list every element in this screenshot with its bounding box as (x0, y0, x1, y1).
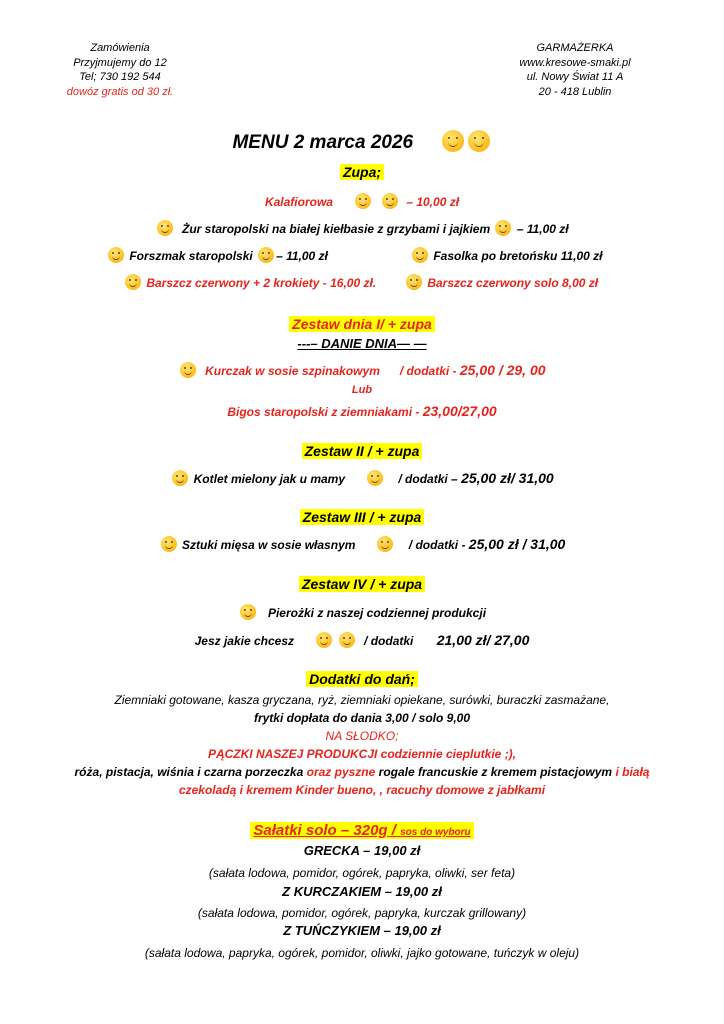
salad-tuna-desc-text: (sałata lodowa, papryka, ogórek, pomidor, oliwki, jajko gotowane, tuńczyk w oleju) (144, 946, 580, 960)
soup-forszmak-price: – 11,00 zł (276, 249, 328, 263)
wink-emoji-icon (377, 536, 393, 552)
salad-tuna (0, 923, 724, 938)
address-street: ul. Nowy Świat 11 A (526, 71, 624, 83)
wink-emoji-icon (412, 247, 428, 263)
set2-heading (0, 443, 724, 459)
salads-heading (0, 822, 724, 839)
set4-heading-text: Zestaw IV / + zupa (299, 576, 425, 592)
sides-heading (0, 671, 724, 687)
soup-zur-price: – 11,00 zł (516, 222, 569, 236)
wink-emoji-icon (468, 130, 490, 152)
sides-line1-text: Ziemniaki gotowane, kasza gryczana, ryż, ziemniaki opiekane, surówki, buraczki zasmażane, (114, 693, 610, 707)
sides-paczki (0, 747, 724, 761)
menu-title (0, 130, 724, 154)
set1-dish1-price: 25,00 / 29, 00 (459, 362, 546, 378)
order-info (30, 41, 210, 99)
delivery-info: dowóz gratis od 30 zł. (66, 85, 174, 98)
shop-info (470, 41, 680, 99)
sides-paczki-text: PĄCZKI NASZEJ PRODUKCJI codziennie cieplutkie ;), (207, 747, 517, 761)
wink-emoji-icon (442, 130, 464, 152)
wink-emoji-icon (157, 220, 173, 236)
wink-emoji-icon (125, 274, 141, 290)
wink-emoji-icon (258, 247, 274, 263)
set3-heading-text: Zestaw III / + zupa (300, 509, 425, 525)
set4-dish (0, 604, 724, 620)
sides-heading-text: Dodatki do dań; (306, 671, 418, 687)
set4-dish2-name: Jesz jakie chcesz (194, 634, 295, 648)
salad-greek-title: GRECKA – 19,00 zł (303, 843, 421, 858)
menu-title-text: MENU 2 marca 2026 (232, 132, 414, 153)
salad-tuna-title: Z TUŃCZYKIEM – 19,00 zł (283, 923, 441, 938)
order-line-1: Zamówienia (90, 42, 150, 54)
soup-heading (0, 164, 724, 180)
salads-heading-text: Sałatki solo – 320g / (253, 822, 396, 839)
sides-rogale: rogale francuskie z kremem pistacjowym (378, 765, 613, 779)
salad-chicken (0, 884, 724, 899)
set2-heading-text: Zestaw II / + zupa (302, 443, 423, 459)
address-city: 20 - 418 Lublin (538, 85, 612, 98)
set2-price: 25,00 zł/ 31,00 (461, 470, 554, 486)
salads-heading-small: sos do wyboru (400, 827, 471, 838)
set1-dish1-name: Kurczak w sosie szpinakowym (205, 364, 380, 378)
sides-line2-text: frytki dopłata do dania 3,00 / solo 9,00 (253, 711, 471, 725)
set4-price: 21,00 zł/ 27,00 (436, 632, 530, 648)
wink-emoji-icon (240, 604, 256, 620)
set4-heading (0, 576, 724, 592)
sides-oraz: oraz pyszne (306, 765, 376, 779)
wink-emoji-icon (108, 247, 124, 263)
set2-dish (0, 470, 724, 486)
salad-greek-desc-text: (sałata lodowa, pomidor, ogórek, papryka, oliwki, ser feta) (208, 866, 516, 880)
wink-emoji-icon (180, 362, 196, 378)
soup-barszcz-krokiety (123, 274, 376, 290)
soup-kalafiorowa-price: – 10,00 zł (406, 195, 460, 209)
set1-heading (0, 316, 724, 332)
set1-or (0, 384, 724, 396)
wink-emoji-icon (495, 220, 511, 236)
soup-kalafiorowa (0, 193, 724, 209)
soup-forszmak (106, 247, 328, 263)
set4-extra: / dodatki (364, 634, 414, 648)
soup-forszmak-name: Forszmak staropolski (129, 249, 253, 263)
salad-greek (0, 843, 724, 858)
set3-heading (0, 509, 724, 525)
set3-dish (0, 536, 724, 552)
phone-line: Tel; 730 192 544 (79, 71, 161, 83)
sides-line1 (0, 693, 724, 707)
sides-sweet-text: NA SŁODKO; (325, 729, 399, 743)
set1-heading-text: Zestaw dnia I/ + zupa (289, 316, 435, 332)
set1-dish1 (0, 362, 724, 378)
set2-extra: / dodatki – (398, 472, 458, 486)
soup-zur (0, 220, 724, 236)
set1-dish2-price: 23,00/27,00 (422, 403, 497, 419)
sides-flavors (0, 765, 724, 779)
wink-emoji-icon (355, 193, 371, 209)
set3-dish-name: Sztuki mięsa w sosie własnym (182, 538, 356, 552)
salad-chicken-title: Z KURCZAKIEM – 19,00 zł (282, 884, 442, 899)
wink-emoji-icon (339, 632, 355, 648)
wink-emoji-icon (316, 632, 332, 648)
set4-dish2 (0, 632, 724, 648)
salads-heading-box (250, 822, 473, 839)
soup-zur-name: Żur staropolski na białej kiełbasie z grzybami i jajkiem (182, 222, 491, 236)
set3-price: 25,00 zł / 31,00 (468, 536, 566, 552)
wink-emoji-icon (382, 193, 398, 209)
soup-fasolka-text: Fasolka po bretońsku 11,00 zł (433, 249, 603, 263)
set1-subheading (0, 336, 724, 351)
website-link[interactable]: www.kresowe-smaki.pl (519, 56, 631, 69)
salad-chicken-desc-text: (sałata lodowa, pomidor, ogórek, papryka, kurczak grillowany) (197, 906, 527, 920)
sides-i-biala: i białą (615, 765, 650, 779)
set3-extra: / dodatki - (408, 538, 466, 552)
wink-emoji-icon (406, 274, 422, 290)
set1-or-text: Lub (351, 384, 373, 396)
soup-barszcz-solo-text: Barszcz czerwony solo 8,00 zł (427, 276, 599, 290)
set4-dish-name: Pierożki z naszej codziennej produkcji (267, 606, 487, 620)
set2-dish-name: Kotlet mielony jak u mamy (193, 472, 346, 486)
sides-last (0, 783, 724, 797)
soup-heading-text: Zupa; (340, 164, 384, 180)
set1-dish2-name: Bigos staropolski z ziemniakami - (227, 405, 420, 419)
set1-dish1-extra: / dodatki - (399, 364, 457, 378)
soup-barszcz-krokiety-text: Barszcz czerwony + 2 krokiety - 16,00 zł. (146, 276, 377, 290)
wink-emoji-icon (161, 536, 177, 552)
shop-name: GARMAŻERKA (536, 42, 614, 54)
salad-tuna-desc (0, 946, 724, 960)
sides-line2 (0, 711, 724, 725)
set1-subheading-text: ---– DANIE DNIA— — (297, 336, 427, 351)
sides-last-text: czekoladą i kremem Kinder bueno, , racuchy domowe z jabłkami (178, 783, 546, 797)
salad-chicken-desc (0, 906, 724, 920)
set1-dish2 (0, 403, 724, 419)
soup-kalafiorowa-name: Kalafiorowa (264, 195, 333, 209)
wink-emoji-icon (172, 470, 188, 486)
soup-fasolka (410, 247, 603, 263)
sides-flavors-text: róża, pistacja, wiśnia i czarna porzeczka (74, 765, 304, 779)
salad-greek-desc (0, 866, 724, 880)
order-line-2: Przyjmujemy do 12 (73, 56, 167, 69)
wink-emoji-icon (367, 470, 383, 486)
sides-sweet (0, 729, 724, 743)
soup-barszcz-solo (404, 274, 598, 290)
